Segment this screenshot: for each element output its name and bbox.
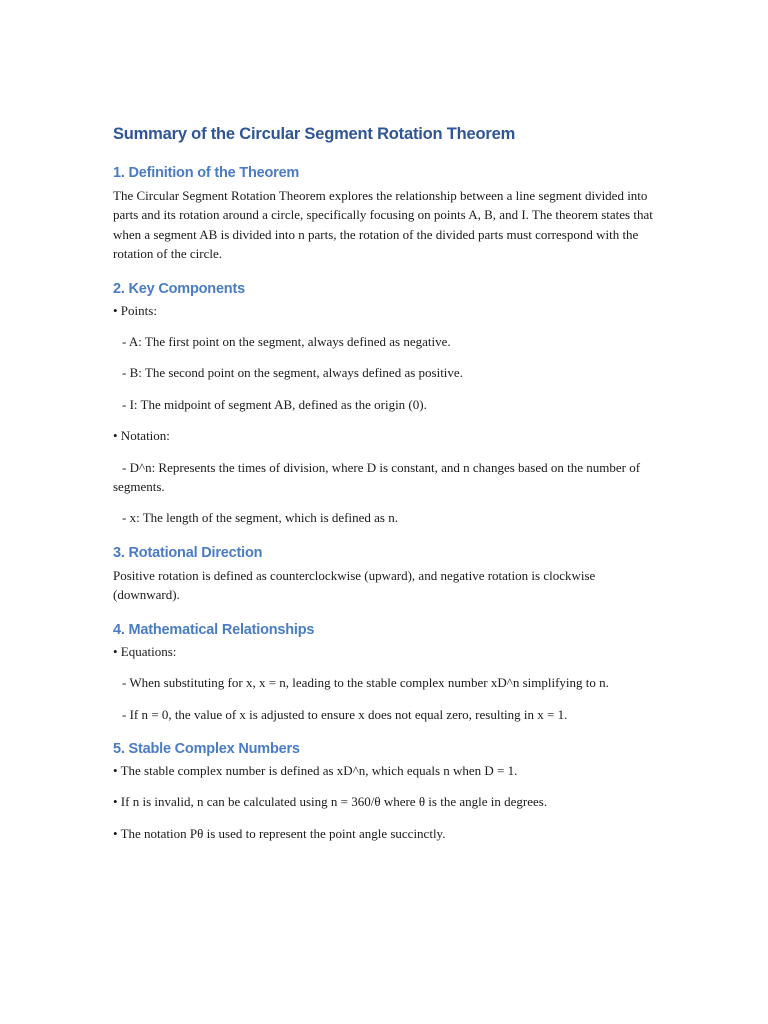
section-heading-stable-complex-numbers: 5. Stable Complex Numbers (113, 740, 300, 757)
point-b-item: - B: The second point on the segment, always defined as positive. (122, 365, 463, 381)
definition-paragraph: The Circular Segment Rotation Theorem explores the relationship between a line segment divided into parts and its rotation around a circle, specifically focusing on points A, B, and I. The theorem states that when a segment AB is divided into n parts, the rotation of the divided parts must correspond with the rotation of the circle. (113, 188, 653, 262)
document-title: Summary of the Circular Segment Rotation Theorem (113, 125, 516, 143)
document-page (113, 122, 658, 843)
section-heading-key-components: 2. Key Components (113, 280, 245, 297)
notation-ptheta-item: • The notation Pθ is used to represent the point angle succinctly. (113, 825, 446, 841)
notation-dn-item: - D^n: Represents the times of division, where D is constant, and n changes based on the number of segments. (113, 459, 641, 495)
invalid-n-item: • If n is invalid, n can be calculated using n = 360/θ where θ is the angle in degrees. (113, 794, 548, 810)
section-heading-definition: 1. Definition of the Theorem (113, 165, 300, 181)
equation-substitution-item: - When substituting for x, x = n, leading to the stable complex number xD^n simplifying to n. (122, 675, 609, 691)
bullet-points: • Points: (113, 302, 157, 318)
section-heading-mathematical-relationships: 4. Mathematical Relationships (113, 621, 315, 638)
point-i-item: - I: The midpoint of segment AB, defined as the origin (0). (122, 396, 427, 412)
notation-x-item: - x: The length of the segment, which is defined as n. (122, 510, 398, 526)
point-a-item: - A: The first point on the segment, always defined as negative. (122, 334, 451, 350)
section-heading-rotational-direction: 3. Rotational Direction (113, 544, 263, 561)
bullet-equations: • Equations: (113, 643, 177, 659)
equation-zero-item: - If n = 0, the value of x is adjusted to ensure x does not equal zero, resulting in x = 1. (122, 706, 568, 722)
rotational-direction-paragraph: Positive rotation is defined as counterclockwise (upward), and negative rotation is clockwise (downward). (113, 567, 596, 603)
bullet-notation: • Notation: (113, 428, 170, 444)
stable-complex-definition-item: • The stable complex number is defined as xD^n, which equals n when D = 1. (113, 762, 518, 778)
